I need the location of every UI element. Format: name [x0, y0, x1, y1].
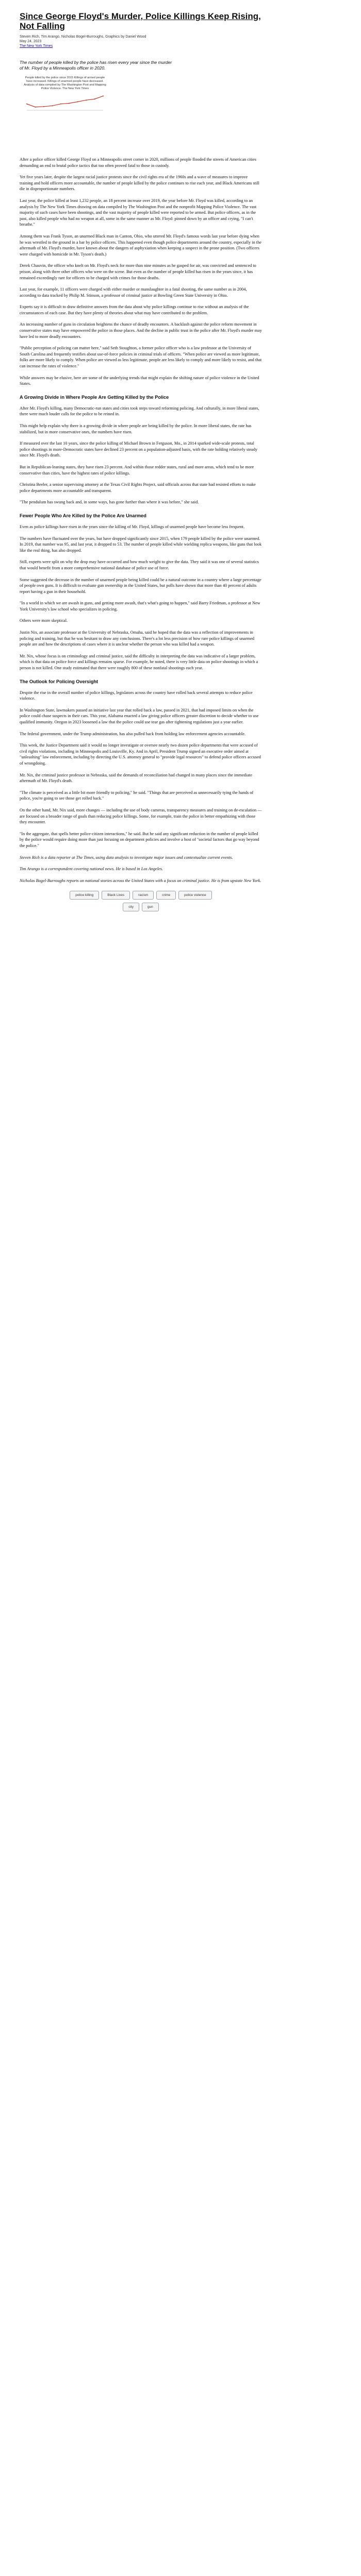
byline-authors: Steven Rich, Tim Arango, Nicholas Bogel-Burroughs, Graphics by Daniel Wood: [20, 35, 146, 39]
body-paragraph: An increasing number of guns in circulation heightens the chance of deadly encounters. A backlash against the police reform movement in conservative states may have empowered the police in those places. And the decline in public trust in the police after Mr. Floyd's murder may have led to more deadly encounters.: [20, 322, 262, 339]
body-paragraph: Mr. Nix, the criminal justice professor in Nebraska, said the demands of reconciliation had changed in many places since the immediate aftermath of Mr. Floyd's death.: [20, 772, 252, 784]
body-paragraph: But in Republican-leaning states, they have risen 23 percent. And within those redder states, rural and more areas, which tend to be more conservative than cities, have the highest rates of police killings.: [20, 464, 254, 476]
body-paragraph: Yet five years later, despite the largest racial justice protests since the civil rights era of the 1960s and a wave of measures to improve training and hold officers more accountable, the number of people killed by the police continues to rise each year, and Black Americans still die in disproportionate numbers.: [20, 175, 259, 192]
author-bio: Nicholas Bogel-Burroughs reports on national stories across the United States with a focus on criminal justice. He is from upstate New York.: [20, 878, 261, 883]
body-paragraph: The numbers have fluctuated over the years, but have dropped significantly since 2015, when 179 people killed by the police were unarmed. In 2019, that number was 95, and last year, it dropped to 53. The number of people killed while wielding replica weapons, like guns that look like the real thing, has also dropped.: [20, 536, 262, 553]
section2-paragraphs: [20, 524, 262, 671]
body-paragraph: "The pendulum has swung back and, in some ways, has gone further than where it was before," she said.: [20, 500, 199, 505]
section3-heading: The Outlook for Policing Oversight: [20, 679, 99, 684]
body-paragraph: Derek Chauvin, the officer who knelt on Mr. Floyd's neck for more than nine minutes as he gasped for air, was convicted and sentenced to prison, along with three other officers who were on the scene. But even as the number of people killed has risen in the years since, it has remained exceedingly rare for officers to be charged with crimes for those deaths.: [20, 263, 256, 280]
body-paragraph: After Mr. Floyd's killing, many Democratic-run states and cities took steps toward reforming policing. And culturally, in more liberal states, there were much louder calls for the police to be reined in.: [20, 405, 259, 417]
chart-series-line: [27, 96, 103, 107]
body-paragraph: "Public perception of policing can matter here," said Seth Stoughton, a former police officer who is a law professor at the University of South Carolina and frequently testifies about use-of-force policies in criminal trials of officers. "When police are viewed as more legitimate, folks are more likely to comply. When police are viewed as less legitimate, people are less likely to comply and more likely to resist, and that can increase the rates of violence.": [20, 346, 262, 369]
chart-point: [52, 105, 53, 106]
body-paragraph: "In the aggregate, that spells better police-citizen interactions," he said. But he said any significant reduction in the number of people killed by the police would require doing more than just focusing on department policies and involve a host of "societal factors that go way beyond the police.": [20, 831, 259, 848]
chart-caption: People killed by the police since 2015 Killings of armed people have increased. Killings of unarmed people have decreased. Analysis of data compiled by The Washington Post and Mapping Police Violence. The New York Times: [24, 76, 106, 90]
body-paragraph: "In a world in which we are awash in guns, and getting more awash, that's what's going to happen," said Barry Friedman, a professor at New York University's law school who specializes in policing.: [20, 601, 260, 612]
body-paragraph: This might help explain why there is a growing divide in where people are being killed by the police. In more liberal states, the rate has stabilized, but in more conservative ones, the numbers have risen.: [20, 423, 252, 434]
body-paragraph: If measured over the last 10 years, since the police killing of Michael Brown in Ferguson, Mo., in 2014 sparked wide-scale protests, total police shootings in more-Democratic states have declined 23 percent on a population-adjusted basis, with the rate holding relatively steady since Mr. Floyd's death.: [20, 441, 258, 458]
body-paragraph: Last year, the police killed at least 1,232 people, an 18 percent increase over 2019, the year before Mr. Floyd was killed, according to an analysis by The New York Times drawing on data compiled by The Washington Post and the nonprofit Mapping Police Violence. The vast majority of such cases have been shootings, and the vast majority of people killed were reported to be armed. But police officers, as in the past, also killed people who had no weapon at all, some in the same manner as Mr. Floyd: pinned down by an officer and crying, "I can't breathe.": [20, 198, 257, 227]
chart-point: [26, 104, 27, 105]
chart-point: [43, 106, 44, 107]
tag-list: [69, 891, 213, 911]
body-paragraph: Last year, for example, 11 officers were charged with either murder or manslaughter in a fatal shooting, the same number as in 2004, according to data tracked by Philip M. Stinson, a professor of criminal justice at Bowling Green State University in Ohio.: [20, 287, 247, 298]
body-paragraph: Among them was Frank Tyson, an unarmed Black man in Canton, Ohio, who uttered Mr. Floyd's famous words last year before dying when he was wrestled to the ground in a bar by police officers. This happened even though police departments around the country, especially in the aftermath of Mr. Floyd's murder, have known about the dangers of asphyxiation when keeping a suspect in the prone position. (Two officers were charged with homicide in Mr. Tyson's death.): [20, 233, 261, 257]
tag-chip[interactable]: racism: [133, 891, 154, 900]
body-paragraph: Others were more skeptical.: [20, 618, 68, 623]
byline: [20, 35, 262, 48]
chart-point: [69, 103, 70, 104]
chart-svg: [24, 93, 106, 113]
body-paragraph: Christina Beeler, a senior supervising attorney at the Texas Civil Rights Project, said officials across that state had resisted efforts to make police departments more accountable and transparent.: [20, 482, 256, 493]
article-title[interactable]: Since George Floyd's Murder, Police Killings Keep Rising, Not Falling: [20, 11, 261, 31]
tag-chip[interactable]: Black Lives: [102, 891, 130, 900]
lede: The number of people killed by the police has risen every year since the murder of Mr. Floyd by a Minneapolis officer in 2020.: [20, 60, 172, 71]
chart-point: [35, 107, 36, 108]
tag-chip[interactable]: city: [123, 903, 139, 911]
tag-chip[interactable]: police killing: [70, 891, 99, 900]
author-bio: Steven Rich is a data reporter at The Times, using data analysis to investigate major issues and contextualize current events.: [20, 855, 233, 860]
chart-point: [86, 99, 87, 100]
body-paragraph: "The climate is perceived as a little bit more friendly to policing," he said. "Things that are perceived as unnecessarily tying the hands of police, you're going to see those get rolled back.": [20, 790, 254, 801]
section2-heading: Fewer People Who Are Killed by the Police Are Unarmed: [20, 513, 146, 518]
chart-point: [77, 101, 78, 103]
body-paragraph: Justin Nix, an associate professor at the University of Nebraska, Omaha, said he hoped that the data was a reflection of improvements in policing and training, but that he was hesitant to draw any conclusions. There's a lot less precision of how rare police killings of unarmed people are and how the descriptions of cases where it is unclear whether the person who was killed had a weapon.: [20, 630, 255, 647]
byline-source-link[interactable]: The New York Times: [20, 44, 53, 48]
body-paragraph: The federal government, under the Trump administration, has also pulled back from holding law enforcement agencies accountable.: [20, 731, 245, 736]
tag-chip[interactable]: police violence: [178, 891, 212, 900]
body-paragraph: This week, the Justice Department said it would no longer investigate or oversee nearly two dozen police departments that were accused of civil rights violations, including in Minneapolis and Louisville, Ky. And in April, President Trump signed an executive order aimed at "unleashing" law enforcement, including by directing the U.S. attorney general to "provide legal resources" to defend police officers accused of wrongdoing.: [20, 743, 261, 766]
article-column: [0, 0, 262, 911]
body-paragraph: Experts say it is difficult to draw definitive answers from the data about why police killings continue to rise without an analysis of the circumstances of each case. But they have plenty of theories about what may have contributed to the problem.: [20, 304, 249, 315]
body-paragraph: Some suggested the decrease in the number of unarmed people being killed could be a natural outcome in a country where a large percentage of people own guns. It is difficult to evaluate gun ownership in the United States, but polls have shown that more than 40 percent of adults report having a gun in their household.: [20, 577, 261, 594]
chart-point: [60, 104, 61, 105]
body-paragraph: In Washington State, lawmakers passed an initiative last year that rolled back a law, passed in 2021, that had imposed limits on when the police could chase suspects in their cars. This year, Alabama enacted a law giving police officers greater discretion to decide whether to use qualified immunity. Oregon in 2023 loosened a law that the police could use tear gas after tightening regulations just a year earlier.: [20, 707, 259, 724]
intro-paragraphs: [20, 157, 262, 387]
body-paragraph: While answers may be elusive, here are some of the underlying trends that might explain the shifting nature of police violence in the United States.: [20, 375, 259, 386]
author-bio: Tim Arango is a correspondent covering national news. He is based in Los Angeles.: [20, 867, 163, 872]
chart-figure: [24, 76, 106, 113]
section3-paragraphs: [20, 690, 262, 849]
chart-point: [103, 95, 104, 96]
body-paragraph: Mr. Nix, whose focus is on criminology and criminal justice, said the difficulty in interpreting the data was indicative of a larger problem, which is that data on police force and killings remains sparse. For example, he noted, there is very little data on police shootings in which a person is not killed. One study estimated that there were roughly 800 of these nonfatal shootings each year.: [20, 653, 258, 671]
chart-point: [94, 98, 95, 99]
body-paragraph: On the other hand, Mr. Nix said, more changes — including the use of body cameras, transparency measures and training on de-escalation — are focused on a broader range of goals than reducing police killings. Some, for example, train the police in better empathizing with those they encounter.: [20, 807, 262, 825]
author-bios: [20, 855, 262, 884]
section1-paragraphs: [20, 405, 262, 505]
section1-heading: A Growing Divide in Where People Are Getting Killed by the Police: [20, 394, 169, 400]
byline-date: May 24, 2023: [20, 40, 42, 43]
body-paragraph: Even as police killings have risen in the years since the killing of Mr. Floyd, killings of unarmed people have become less frequent.: [20, 524, 245, 529]
tag-chip[interactable]: gun: [142, 903, 159, 911]
body-paragraph: After a police officer killed George Floyd on a Minneapolis street corner in 2020, millions of people flooded the streets of American cities demanding an end to brutal police tactics that too often proved fatal to those in custody.: [20, 157, 256, 168]
body-paragraph: Still, experts were split on why the drop may have occurred and how much weight to give the data. They said it was one of several statistics that would benefit from a more comprehensive national database of police use of force.: [20, 560, 259, 570]
article-body: [20, 157, 262, 911]
tag-chip[interactable]: crime: [156, 891, 176, 900]
body-paragraph: Despite the rise in the overall number of police killings, legislators across the country have rolled back several attempts to reduce police violence.: [20, 690, 253, 701]
